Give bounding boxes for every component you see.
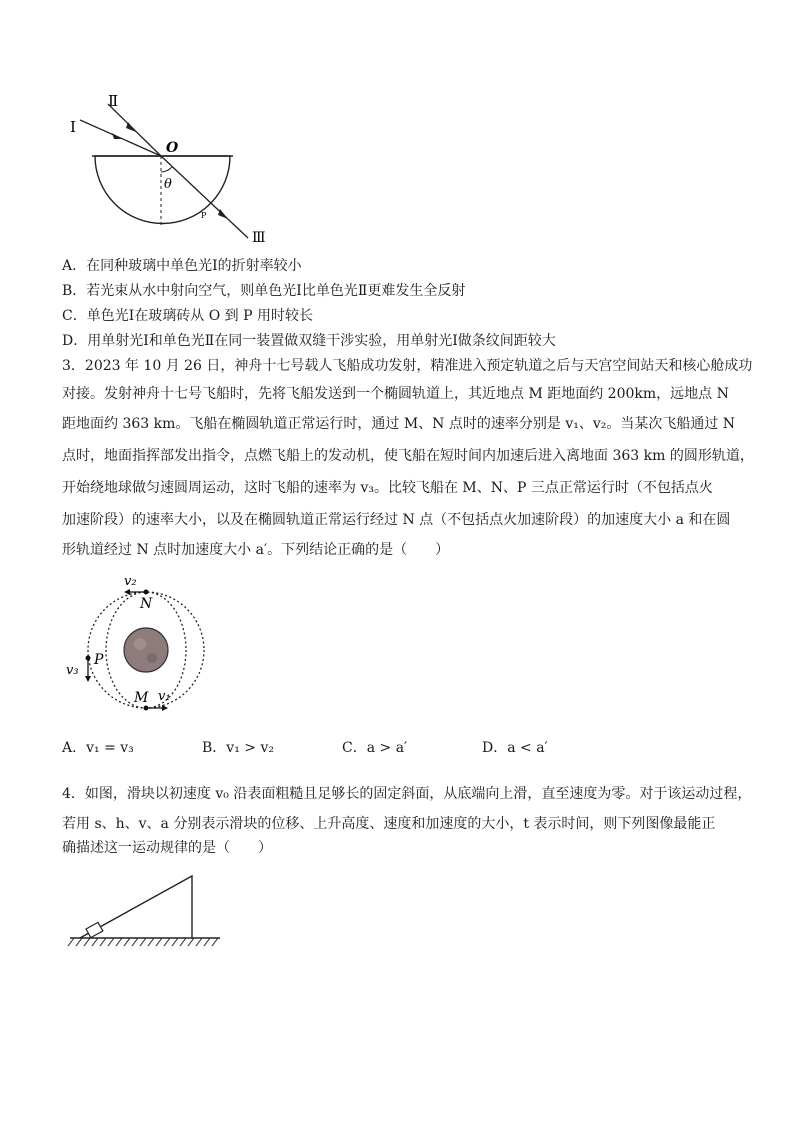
ray-3: [161, 156, 248, 238]
label-theta: θ: [164, 177, 172, 192]
incline-figure: [66, 868, 226, 958]
theta-arc: [161, 167, 172, 172]
q3-line: 形轨道经过 N 点时加速度大小 a′。下列结论正确的是（ ）: [62, 542, 450, 558]
label-ray-3: Ⅲ: [252, 230, 266, 246]
label-M: M: [134, 690, 149, 706]
q3-option-b: B．v₁ > v₂: [202, 740, 274, 756]
ray-1-arrow: [112, 133, 122, 139]
label-v2: v₂: [124, 574, 137, 589]
label-P: P: [201, 211, 207, 220]
q4-line: 确描述这一运动规律的是（ ）: [62, 840, 272, 856]
earth: [124, 628, 168, 672]
label-ray-1: I: [70, 118, 76, 136]
q3-line: 加速阶段）的速率大小，以及在椭圆轨道正常运行经过 N 点（不包括点火加速阶段）的加速度大小 a 和在圆: [62, 512, 731, 528]
ray-2: [108, 104, 161, 156]
ray-2-arrow: [126, 122, 136, 132]
ground-hatching: [68, 938, 218, 946]
orbit-figure: [60, 568, 220, 718]
v2-arrow: [124, 589, 130, 595]
q4-line: 4．如图，滑块以初速度 v₀ 沿表面粗糙且足够长的固定斜面，从底端向上滑，直至速度为零。对于该运动过程，: [62, 786, 752, 802]
q2-option-d: D．用单射光Ⅰ和单色光Ⅱ在同一装置做双缝干涉实验，用单射光Ⅰ做条纹间距较大: [62, 333, 556, 349]
label-N: N: [140, 596, 153, 612]
label-v1: v₁: [158, 689, 171, 704]
q3-option-d: D．a < a′: [482, 740, 548, 756]
q2-option-c: C．单色光Ⅰ在玻璃砖从 O 到 P 用时较长: [62, 308, 313, 324]
earth-texture: [147, 653, 157, 663]
label-v3: v₃: [66, 663, 79, 678]
q3-line: 开始绕地球做匀速圆周运动，这时飞船的速率为 v₃。比较飞船在 M、N、P 三点正常运行时（不包括点火: [62, 480, 713, 496]
label-P: P: [94, 652, 104, 668]
v3-arrow: [85, 676, 91, 682]
ray-1: [80, 120, 161, 156]
slider-block: [86, 922, 103, 937]
q4-line: 若用 s、h、v、a 分别表示滑块的位移、上升高度、速度和加速度的大小，t 表示时间，则下列图像最能正: [62, 816, 716, 832]
v1-arrow: [162, 705, 168, 711]
refraction-figure: [60, 90, 290, 250]
glass-block: [95, 156, 230, 224]
q2-option-b: B．若光束从水中射向空气，则单色光Ⅰ比单色光Ⅱ更难发生全反射: [62, 283, 466, 299]
label-ray-2: Ⅱ: [108, 92, 119, 110]
ray-3-arrow: [218, 209, 228, 219]
label-O: O: [166, 140, 179, 156]
q3-line: 距地面约 363 km。飞船在椭圆轨道正常运行时，通过 M、N 点时的速率分别是 v₁、v₂。当某次飞船通过 N: [62, 416, 736, 432]
q2-option-a: A．在同种玻璃中单色光Ⅰ的折射率较小: [62, 258, 302, 274]
q3-option-c: C．a > a′: [342, 740, 408, 756]
earth-texture: [134, 638, 146, 650]
q3-line: 对接。发射神舟十七号飞船时，先将飞船发送到一个椭圆轨道上，其近地点 M 距地面约 200km，远地点 N: [62, 386, 729, 402]
q3-line: 点时，地面指挥部发出指令，点燃飞船上的发动机，使飞船在短时间内加速后进入离地面 363 km 的圆形轨道，: [62, 448, 754, 464]
q3-line: 3．2023 年 10 月 26 日，神舟十七号载人飞船成功发射，精准进入预定轨道之后与天宫空间站天和核心舱成功: [62, 358, 753, 374]
q3-option-a: A．v₁ = v₃: [62, 740, 134, 756]
